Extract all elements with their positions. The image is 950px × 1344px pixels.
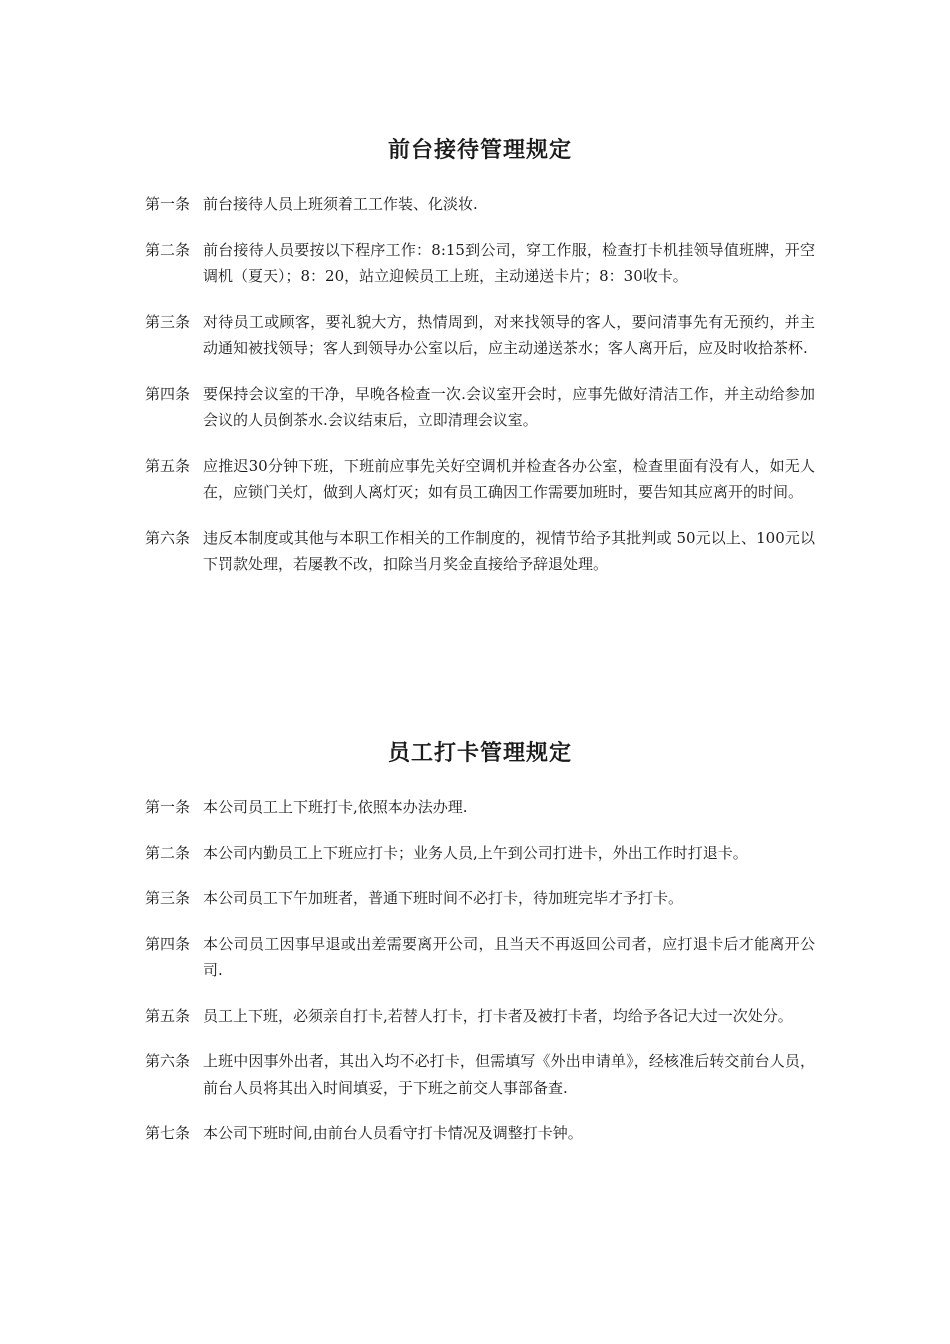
article-number: 第五条 [145,456,191,475]
article-text: 本公司员工因事早退或出差需要离开公司，且当天不再返回公司者，应打退卡后才能离开公司. [203,934,815,979]
article-text: 违反本制度或其他与本职工作相关的工作制度的，视情节给予其批判或 50元以上、100元以下罚款处理，若屡教不改，扣除当月奖金直接给予辞退处理。 [203,528,815,573]
article-item [145,885,815,912]
article-number: 第三条 [145,312,191,331]
article-number: 第一条 [145,195,191,213]
section-clock-in-rules [145,736,815,1166]
article-item [145,840,815,867]
article-item [145,309,815,362]
article-item [145,1120,815,1147]
article-text: 员工上下班，必须亲自打卡,若替人打卡，打卡者及被打卡者，均给予各记大过一次处分。 [203,1006,793,1025]
article-number: 第二条 [145,240,191,259]
article-text: 前台接待人员要按以下程序工作：8:15到公司，穿工作服，检查打卡机挂领导值班牌，开空调机（夏天）；8：20，站立迎候员工上班，主动递送卡片；8：30收卡。 [203,240,815,285]
article-item [145,237,815,290]
section-title: 员工打卡管理规定 [387,741,572,766]
article-item [145,1048,815,1101]
article-text: 要保持会议室的干净，早晚各检查一次.会议室开会时，应事先做好清洁工作，并主动给参加会议的人员倒茶水.会议结束后，立即清理会议室。 [203,384,815,429]
article-item [145,381,815,434]
article-text: 本公司下班时间,由前台人员看守打卡情况及调整打卡钟。 [203,1124,583,1142]
article-number: 第四条 [145,384,191,403]
article-item [145,525,815,578]
article-item [145,191,815,218]
article-item [145,794,815,821]
article-number: 第三条 [145,889,191,907]
article-text: 对待员工或顾客，要礼貌大方，热情周到，对来找领导的客人，要问清事先有无预约，并主动通知被找领导；客人到领导办公室以后，应主动递送茶水；客人离开后，应及时收拾茶杯. [203,312,815,357]
article-text: 应推迟30分钟下班，下班前应事先关好空调机并检查各办公室，检查里面有没有人，如无人在，应锁门关灯，做到人离灯灭；如有员工确因工作需要加班时，要告知其应离开的时间。 [203,456,815,501]
article-item [145,453,815,506]
section-reception-rules [145,133,815,597]
article-number: 第五条 [145,1006,191,1025]
article-number: 第七条 [145,1124,191,1142]
article-text: 本公司员工上下班打卡,依照本办法办理. [203,798,468,816]
article-text: 本公司员工下午加班者，普通下班时间不必打卡，待加班完毕才予打卡。 [203,889,684,907]
article-number: 第一条 [145,798,191,816]
article-item [145,1003,815,1030]
article-number: 第二条 [145,843,191,862]
article-item [145,931,815,984]
article-number: 第六条 [145,1052,191,1070]
article-number: 第六条 [145,528,191,547]
article-text: 本公司内勤员工上下班应打卡；业务人员,上午到公司打进卡，外出工作时打退卡。 [203,843,748,862]
article-text: 前台接待人员上班须着工工作装、化淡妆. [203,195,478,213]
section-title: 前台接待管理规定 [387,138,572,163]
article-text: 上班中因事外出者，其出入均不必打卡，但需填写《外出申请单》，经核准后转交前台人员，前台人员将其出入时间填妥，于下班之前交人事部备查. [203,1052,815,1097]
article-number: 第四条 [145,934,191,953]
